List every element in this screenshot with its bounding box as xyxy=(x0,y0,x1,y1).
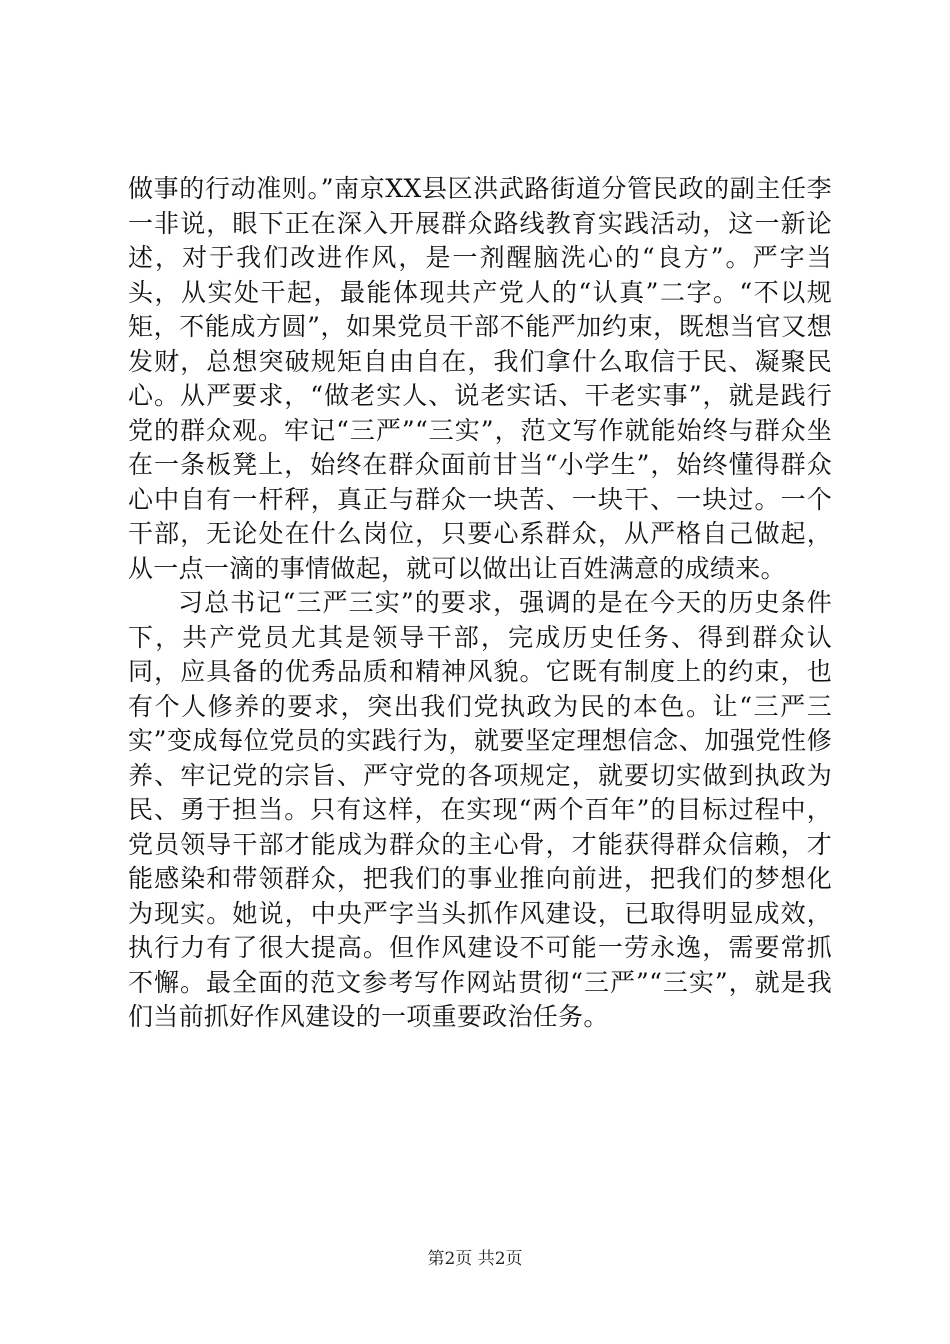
paragraph-2: 习总书记“三严三实”的要求，强调的是在今天的历史条件下，共产党员尤其是领导干部，完成历史任务、得到群众认同，应具备的优秀品质和精神风貌。它既有制度上的约束，也有个人修养的要求，突出我们党执政为民的本色。让“三严三实”变成每位党员的实践行为，就要坚定理想信念、加强党性修养、牢记党的宗旨、严守党的各项规定，就要切实做到执政为民、勇于担当。只有这样，在实现“两个百年”的目标过程中，党员领导干部才能成为群众的主心骨，才能获得群众信赖，才能感染和带领群众，把我们的事业推向前进，把我们的梦想化为现实。她说，中央严字当头抓作风建设，已取得明显成效，执行力有了很大提高。但作风建设不可能一劳永逸，需要常抓不懈。最全面的范文参考写作网站贯彻“三严”“三实”，就是我们当前抓好作风建设的一项重要政治任务。 xyxy=(128,588,832,1031)
paragraph-1: 做事的行动准则。”南京XX县区洪武路街道分管民政的副主任李一非说，眼下正在深入开展群众路线教育实践活动，这一新论述，对于我们改进作风，是一剂醒脑洗心的“良方”。严字当头，从实处干起，最能体现共产党人的“认真”二字。“不以规矩，不能成方圆”，如果党员干部不能严加约束，既想当官又想发财，总想突破规矩自由自在，我们拿什么取信于民、凝聚民心。从严要求，“做老实人、说老实话、干老实事”，就是践行党的群众观。牢记“三严”“三实”，范文写作就能始终与群众坐在一条板凳上，始终在群众面前甘当“小学生”，始终懂得群众心中自有一杆秤，真正与群众一块苦、一块干、一块过。一个干部，无论处在什么岗位，只要心系群众，从严格自己做起，从一点一滴的事情做起，就可以做出让百姓满意的成绩来。 xyxy=(128,174,832,583)
page-number-footer: 第2页 共2页 xyxy=(427,1249,523,1269)
document-body xyxy=(128,172,832,1035)
